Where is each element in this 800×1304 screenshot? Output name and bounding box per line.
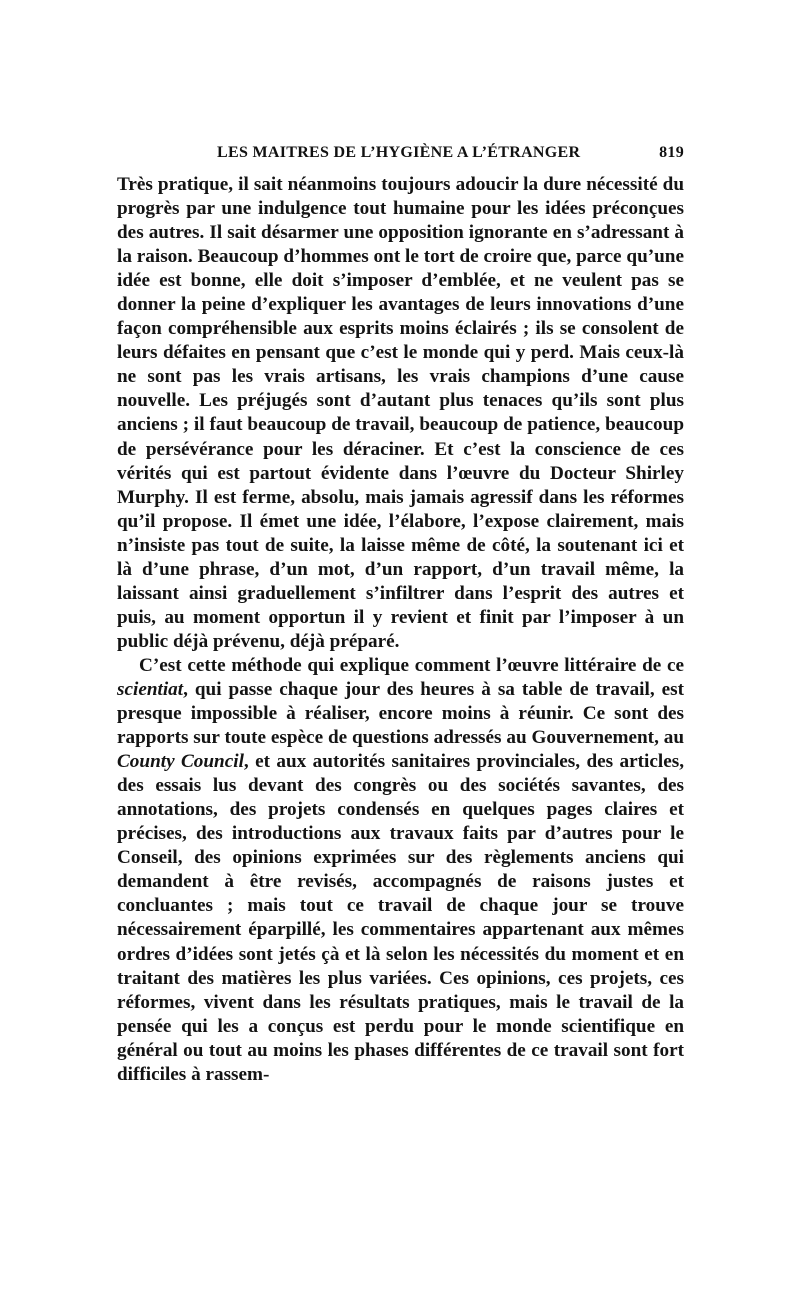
running-title: LES MAITRES DE L’HYGIÈNE A L’ÉTRANGER bbox=[217, 144, 581, 161]
paragraph-2-part-2: , qui passe chaque jour des heures à sa table de travail, est presque impossible à réaliser, encore moins à réunir. Ce sont des rapports sur toute espèce de questions adressés au Gouvernement, au bbox=[117, 678, 684, 749]
paragraph-2 bbox=[117, 654, 684, 1087]
body-text bbox=[117, 173, 684, 1087]
paragraph-2-part-3: , et aux autorités sanitaires provinciales, des articles, des essais lus devant des congrès ou des sociétés savantes, des annotations, des projets condensés en quelques pages claires et précises, des introductions aux travaux faits par d’autres pour le Conseil, des opinions exprimées sur des règlements anciens qui demandent à être revisés, accompagnés de raisons justes et concluantes ; mais tout ce travail de chaque jour se trouve nécessairement éparpillé, les commentaires appartenant aux mêmes ordres d’idées sont jetés çà et là selon les nécessités du moment et en traitant des matières les plus variées. Ces opinions, ces projets, ces réformes, vivent dans les résultats pratiques, mais le travail de la pensée qui les a conçus est perdu pour le monde scientifique en général ou tout au moins les phases différentes de ce travail sont fort difficiles à rassem- bbox=[117, 751, 684, 1085]
italic-term-county-council: County Council bbox=[117, 751, 244, 773]
page-number: 819 bbox=[659, 144, 684, 161]
paragraph-2-part-1: C’est cette méthode qui explique comment l’œuvre littéraire de ce bbox=[139, 654, 684, 676]
italic-term-scientiat: scientiat bbox=[117, 678, 184, 700]
paragraph-1: Très pratique, il sait néanmoins toujours adoucir la dure nécessité du progrès par une indulgence tout humaine pour les idées préconçues des autres. Il sait désarmer une opposition ignorante en s’adressant à la raison. Beaucoup d’hommes ont le tort de croire que, parce qu’une idée est bonne, elle doit s’imposer d’emblée, et ne veulent pas se donner la peine d’expliquer les avantages de leurs innovations d’une façon compréhensible aux esprits moins éclairés ; ils se consolent de leurs défaites en pensant que c’est le monde qui y perd. Mais ceux-là ne sont pas les vrais artisans, les vrais champions d’une cause nouvelle. Les préjugés sont d’autant plus tenaces qu’ils sont plus anciens ; il faut beaucoup de travail, beaucoup de patience, beaucoup de persévérance pour les déraciner. Et c’est la conscience de ces vérités qui est partout évidente dans l’œuvre du Docteur Shirley Murphy. Il est ferme, absolu, mais jamais agressif dans les réformes qu’il propose. Il émet une idée, l’élabore, l’expose clairement, mais n’insiste pas tout de suite, la laisse même de côté, la soutenant ici et là d’une phrase, d’un mot, d’un rapport, d’un travail même, la laissant ainsi graduellement s’infiltrer dans l’esprit des autres et puis, au moment opportun il y revient et finit par l’imposer à un public déjà prévenu, déjà préparé. bbox=[117, 174, 684, 652]
page-header bbox=[117, 144, 684, 170]
